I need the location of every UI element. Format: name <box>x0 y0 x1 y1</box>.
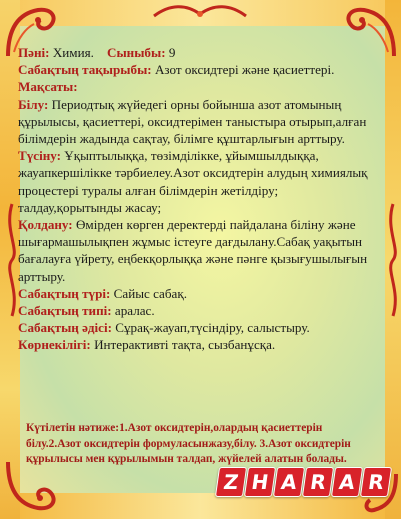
watermark-letter: Z <box>215 467 247 497</box>
type-value: Сайыс сабақ. <box>113 285 187 301</box>
kind-value: аралас. <box>114 303 155 319</box>
method-label: Сабақтың әдісі: <box>18 320 112 336</box>
visual-value: Интерактивті тақта, сызбанұсқа. <box>94 337 276 353</box>
ornament-right-icon <box>385 200 401 320</box>
watermark-logo <box>217 467 397 497</box>
method-value: Сұрақ-жауап,түсіндіру, салыстыру. <box>115 320 310 336</box>
apply-label: Қолдану: <box>18 217 73 233</box>
goals-line <box>18 78 378 95</box>
understand-line <box>18 147 378 216</box>
topic-line <box>18 61 378 78</box>
know-line <box>18 96 378 148</box>
know-label: Білу: <box>18 96 49 112</box>
visual-label: Көрнекілігі: <box>18 337 91 353</box>
grade-label: Сыныбы: <box>106 45 166 60</box>
watermark-letter: A <box>331 467 363 497</box>
watermark-letter: A <box>273 467 305 497</box>
know-text: Периодтық жүйедегі орны бойынша азот атомының құрылысы, қасиеттері, оксидтерімен таныстыра отырып,алған білімдерін жадында сақтау, білімге құштарлығын арттыру. <box>18 96 367 147</box>
expected-result: Күтілетін нәтиже:1.Азот оксидтерін,олардың қасиеттерін білу.2.Азот оксидтерін формуласынжазу,білу. 3.Азот оксидтерін құрылысы мен құрылымын талдап, жүйелей алатын болады. <box>26 422 351 465</box>
grade-value: 9 <box>168 45 176 60</box>
apply-text: Өмірден көрген деректерді пайдалана біліну және шығармашылықпен жұмыс істеуге дағдылану.Сабақ уақытын бағалауға үйрету, еңбекқорлыққа және пәнге қызығушылығын арттыру. <box>18 217 368 284</box>
kind-line <box>18 302 378 319</box>
watermark-letter: R <box>360 467 392 497</box>
kind-label: Сабақтың типі: <box>18 303 112 319</box>
type-label: Сабақтың түрі: <box>18 285 111 301</box>
subject-label: Пәні: <box>18 45 50 60</box>
lesson-plan <box>18 44 378 354</box>
watermark-letter: R <box>302 467 334 497</box>
apply-line <box>18 216 378 285</box>
understand-text: Ұқыптылыққа, төзімділікке, ұйымшылдыққа, жауапкершілікке тәрбиелеу.Азот оксидтерін алудың химиялық процестері туралы алған білімдерін жетілдіру; талдау,қорытынды жасау; <box>18 148 368 215</box>
ornament-top-center-icon <box>150 2 250 24</box>
goals-label: Мақсаты: <box>18 79 78 95</box>
method-line <box>18 319 378 336</box>
type-line <box>18 285 378 302</box>
topic-value: Азот оксидтері және қасиеттері. <box>154 62 335 78</box>
visual-line <box>18 336 378 353</box>
topic-label: Сабақтың тақырыбы: <box>18 62 152 78</box>
watermark-letter: H <box>244 467 276 497</box>
subject-value: Химия. <box>52 45 94 60</box>
understand-label: Түсіну: <box>18 148 62 164</box>
subject-line <box>18 44 378 61</box>
